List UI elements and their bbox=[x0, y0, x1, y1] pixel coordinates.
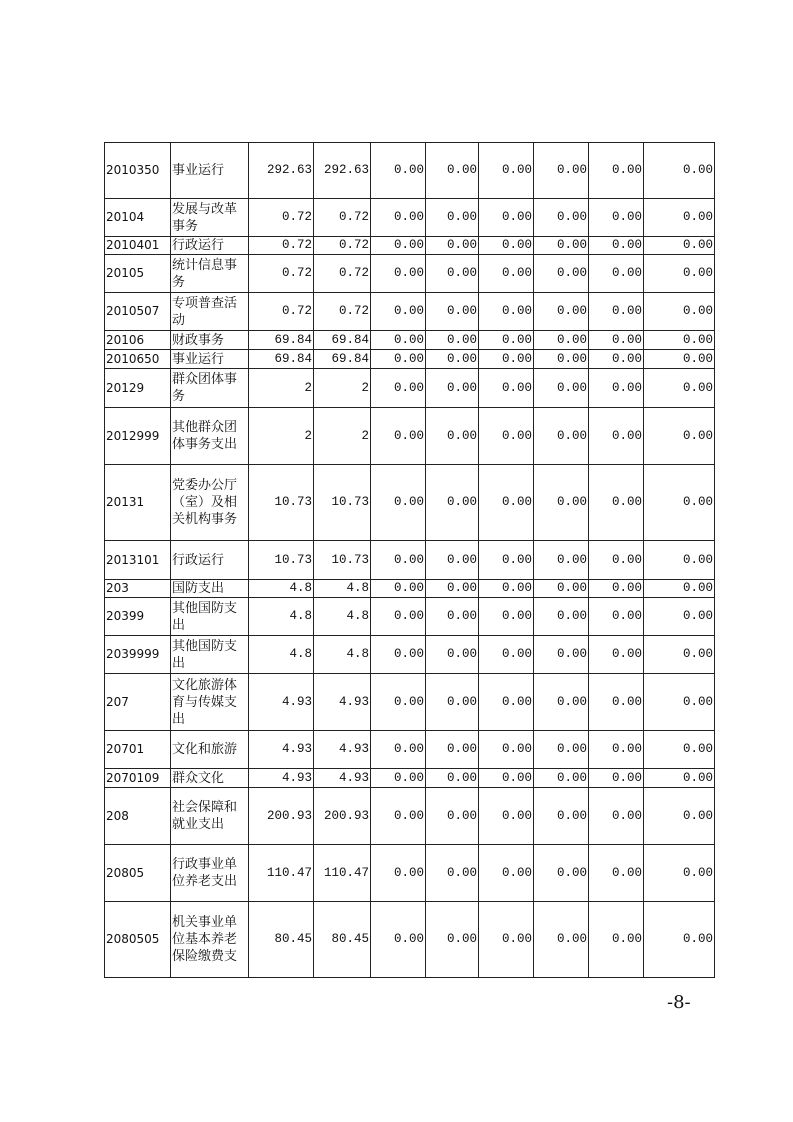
cell-c3: 0.00 bbox=[371, 369, 426, 408]
cell-c7: 0.00 bbox=[589, 237, 644, 255]
cell-basic: 10.73 bbox=[314, 541, 371, 580]
cell-total: 0.72 bbox=[249, 237, 314, 255]
table-row bbox=[105, 293, 715, 331]
cell-c7: 0.00 bbox=[589, 255, 644, 293]
cell-basic: 292.63 bbox=[314, 143, 371, 199]
table-row bbox=[105, 331, 715, 350]
cell-total: 0.72 bbox=[249, 199, 314, 237]
cell-c4: 0.00 bbox=[426, 541, 479, 580]
cell-basic: 69.84 bbox=[314, 350, 371, 369]
cell-code: 20129 bbox=[105, 369, 171, 408]
cell-name: 行政运行 bbox=[171, 541, 249, 580]
table-row bbox=[105, 350, 715, 369]
cell-total: 2 bbox=[249, 369, 314, 408]
cell-c4: 0.00 bbox=[426, 731, 479, 769]
cell-c8: 0.00 bbox=[644, 143, 715, 199]
cell-c5: 0.00 bbox=[479, 674, 534, 731]
cell-code: 2013101 bbox=[105, 541, 171, 580]
cell-basic: 4.8 bbox=[314, 636, 371, 674]
cell-c6: 0.00 bbox=[534, 408, 589, 465]
cell-c3: 0.00 bbox=[371, 845, 426, 902]
cell-c5: 0.00 bbox=[479, 143, 534, 199]
cell-code: 2010350 bbox=[105, 143, 171, 199]
table-row bbox=[105, 769, 715, 788]
cell-code: 203 bbox=[105, 580, 171, 598]
cell-c4: 0.00 bbox=[426, 237, 479, 255]
cell-c6: 0.00 bbox=[534, 674, 589, 731]
cell-c5: 0.00 bbox=[479, 465, 534, 541]
cell-c3: 0.00 bbox=[371, 465, 426, 541]
cell-c7: 0.00 bbox=[589, 788, 644, 845]
cell-name: 行政运行 bbox=[171, 237, 249, 255]
cell-c7: 0.00 bbox=[589, 293, 644, 331]
cell-name: 文化旅游体育与传媒支出 bbox=[171, 674, 249, 731]
cell-c5: 0.00 bbox=[479, 731, 534, 769]
cell-c6: 0.00 bbox=[534, 331, 589, 350]
cell-c8: 0.00 bbox=[644, 731, 715, 769]
table-row bbox=[105, 369, 715, 408]
table-row bbox=[105, 731, 715, 769]
cell-c3: 0.00 bbox=[371, 788, 426, 845]
cell-c3: 0.00 bbox=[371, 636, 426, 674]
cell-c6: 0.00 bbox=[534, 845, 589, 902]
cell-c7: 0.00 bbox=[589, 636, 644, 674]
cell-c4: 0.00 bbox=[426, 293, 479, 331]
cell-c7: 0.00 bbox=[589, 408, 644, 465]
cell-c8: 0.00 bbox=[644, 350, 715, 369]
cell-total: 4.8 bbox=[249, 580, 314, 598]
cell-c7: 0.00 bbox=[589, 674, 644, 731]
cell-c7: 0.00 bbox=[589, 369, 644, 408]
cell-c6: 0.00 bbox=[534, 143, 589, 199]
cell-c6: 0.00 bbox=[534, 199, 589, 237]
cell-code: 2070109 bbox=[105, 769, 171, 788]
table-row bbox=[105, 143, 715, 199]
cell-c4: 0.00 bbox=[426, 465, 479, 541]
cell-code: 2039999 bbox=[105, 636, 171, 674]
cell-code: 2010650 bbox=[105, 350, 171, 369]
cell-c3: 0.00 bbox=[371, 731, 426, 769]
cell-name: 社会保障和就业支出 bbox=[171, 788, 249, 845]
cell-c6: 0.00 bbox=[534, 580, 589, 598]
cell-c7: 0.00 bbox=[589, 199, 644, 237]
cell-total: 4.93 bbox=[249, 731, 314, 769]
cell-c7: 0.00 bbox=[589, 902, 644, 978]
cell-c4: 0.00 bbox=[426, 331, 479, 350]
cell-c5: 0.00 bbox=[479, 255, 534, 293]
cell-basic: 0.72 bbox=[314, 199, 371, 237]
page-number: -8- bbox=[667, 992, 691, 1013]
cell-c5: 0.00 bbox=[479, 199, 534, 237]
cell-c5: 0.00 bbox=[479, 598, 534, 636]
cell-basic: 4.93 bbox=[314, 731, 371, 769]
cell-c7: 0.00 bbox=[589, 143, 644, 199]
cell-name: 事业运行 bbox=[171, 143, 249, 199]
cell-name: 党委办公厅（室）及相关机构事务 bbox=[171, 465, 249, 541]
cell-c3: 0.00 bbox=[371, 580, 426, 598]
table-row bbox=[105, 598, 715, 636]
table-row bbox=[105, 237, 715, 255]
cell-name: 专项普查活动 bbox=[171, 293, 249, 331]
cell-total: 200.93 bbox=[249, 788, 314, 845]
table-row bbox=[105, 408, 715, 465]
cell-c8: 0.00 bbox=[644, 580, 715, 598]
cell-c8: 0.00 bbox=[644, 369, 715, 408]
cell-name: 发展与改革事务 bbox=[171, 199, 249, 237]
table-row bbox=[105, 255, 715, 293]
cell-name: 机关事业单位基本养老保险缴费支 bbox=[171, 902, 249, 978]
cell-name: 国防支出 bbox=[171, 580, 249, 598]
cell-c7: 0.00 bbox=[589, 465, 644, 541]
cell-c5: 0.00 bbox=[479, 769, 534, 788]
cell-total: 69.84 bbox=[249, 350, 314, 369]
cell-c5: 0.00 bbox=[479, 636, 534, 674]
cell-c7: 0.00 bbox=[589, 769, 644, 788]
cell-c8: 0.00 bbox=[644, 199, 715, 237]
cell-c8: 0.00 bbox=[644, 255, 715, 293]
cell-c6: 0.00 bbox=[534, 788, 589, 845]
cell-basic: 2 bbox=[314, 369, 371, 408]
cell-basic: 4.8 bbox=[314, 580, 371, 598]
cell-c7: 0.00 bbox=[589, 541, 644, 580]
cell-code: 208 bbox=[105, 788, 171, 845]
cell-basic: 0.72 bbox=[314, 255, 371, 293]
cell-c4: 0.00 bbox=[426, 769, 479, 788]
cell-c3: 0.00 bbox=[371, 199, 426, 237]
cell-total: 4.93 bbox=[249, 674, 314, 731]
cell-c4: 0.00 bbox=[426, 845, 479, 902]
cell-basic: 110.47 bbox=[314, 845, 371, 902]
cell-c3: 0.00 bbox=[371, 255, 426, 293]
cell-c5: 0.00 bbox=[479, 350, 534, 369]
cell-c4: 0.00 bbox=[426, 788, 479, 845]
table-row bbox=[105, 580, 715, 598]
cell-c6: 0.00 bbox=[534, 902, 589, 978]
cell-basic: 80.45 bbox=[314, 902, 371, 978]
cell-c5: 0.00 bbox=[479, 369, 534, 408]
cell-c5: 0.00 bbox=[479, 580, 534, 598]
cell-code: 2010507 bbox=[105, 293, 171, 331]
cell-c6: 0.00 bbox=[534, 255, 589, 293]
cell-c3: 0.00 bbox=[371, 541, 426, 580]
cell-total: 10.73 bbox=[249, 541, 314, 580]
cell-c5: 0.00 bbox=[479, 408, 534, 465]
cell-c3: 0.00 bbox=[371, 902, 426, 978]
cell-c8: 0.00 bbox=[644, 902, 715, 978]
cell-total: 0.72 bbox=[249, 293, 314, 331]
cell-c4: 0.00 bbox=[426, 350, 479, 369]
table-row bbox=[105, 199, 715, 237]
cell-c5: 0.00 bbox=[479, 237, 534, 255]
cell-c7: 0.00 bbox=[589, 598, 644, 636]
cell-c5: 0.00 bbox=[479, 788, 534, 845]
cell-name: 其他群众团体事务支出 bbox=[171, 408, 249, 465]
cell-c4: 0.00 bbox=[426, 369, 479, 408]
cell-name: 财政事务 bbox=[171, 331, 249, 350]
table-row bbox=[105, 541, 715, 580]
cell-total: 80.45 bbox=[249, 902, 314, 978]
cell-name: 事业运行 bbox=[171, 350, 249, 369]
cell-code: 20104 bbox=[105, 199, 171, 237]
cell-c6: 0.00 bbox=[534, 769, 589, 788]
cell-code: 20805 bbox=[105, 845, 171, 902]
cell-c8: 0.00 bbox=[644, 541, 715, 580]
cell-name: 其他国防支出 bbox=[171, 598, 249, 636]
cell-basic: 2 bbox=[314, 408, 371, 465]
cell-c8: 0.00 bbox=[644, 465, 715, 541]
cell-c3: 0.00 bbox=[371, 408, 426, 465]
cell-c6: 0.00 bbox=[534, 541, 589, 580]
table-row bbox=[105, 845, 715, 902]
cell-c5: 0.00 bbox=[479, 845, 534, 902]
cell-c6: 0.00 bbox=[534, 293, 589, 331]
cell-c6: 0.00 bbox=[534, 598, 589, 636]
cell-c7: 0.00 bbox=[589, 731, 644, 769]
cell-name: 其他国防支出 bbox=[171, 636, 249, 674]
cell-basic: 200.93 bbox=[314, 788, 371, 845]
cell-code: 20131 bbox=[105, 465, 171, 541]
cell-c5: 0.00 bbox=[479, 293, 534, 331]
cell-code: 20701 bbox=[105, 731, 171, 769]
cell-basic: 4.93 bbox=[314, 674, 371, 731]
cell-c7: 0.00 bbox=[589, 350, 644, 369]
cell-code: 20105 bbox=[105, 255, 171, 293]
cell-c3: 0.00 bbox=[371, 598, 426, 636]
cell-total: 4.8 bbox=[249, 636, 314, 674]
cell-c4: 0.00 bbox=[426, 143, 479, 199]
cell-c3: 0.00 bbox=[371, 769, 426, 788]
cell-total: 110.47 bbox=[249, 845, 314, 902]
budget-table bbox=[104, 142, 715, 978]
cell-c6: 0.00 bbox=[534, 369, 589, 408]
table-row bbox=[105, 674, 715, 731]
cell-total: 2 bbox=[249, 408, 314, 465]
cell-c3: 0.00 bbox=[371, 293, 426, 331]
cell-c4: 0.00 bbox=[426, 902, 479, 978]
cell-basic: 69.84 bbox=[314, 331, 371, 350]
cell-c4: 0.00 bbox=[426, 255, 479, 293]
cell-code: 20399 bbox=[105, 598, 171, 636]
cell-c3: 0.00 bbox=[371, 143, 426, 199]
cell-total: 292.63 bbox=[249, 143, 314, 199]
cell-name: 群众文化 bbox=[171, 769, 249, 788]
cell-c4: 0.00 bbox=[426, 580, 479, 598]
table-row bbox=[105, 788, 715, 845]
cell-c4: 0.00 bbox=[426, 199, 479, 237]
cell-code: 207 bbox=[105, 674, 171, 731]
cell-c7: 0.00 bbox=[589, 331, 644, 350]
cell-c3: 0.00 bbox=[371, 237, 426, 255]
cell-total: 4.93 bbox=[249, 769, 314, 788]
cell-total: 10.73 bbox=[249, 465, 314, 541]
cell-basic: 4.93 bbox=[314, 769, 371, 788]
table-row bbox=[105, 636, 715, 674]
cell-c3: 0.00 bbox=[371, 350, 426, 369]
cell-c6: 0.00 bbox=[534, 636, 589, 674]
cell-code: 2080505 bbox=[105, 902, 171, 978]
cell-basic: 4.8 bbox=[314, 598, 371, 636]
cell-c7: 0.00 bbox=[589, 580, 644, 598]
cell-c8: 0.00 bbox=[644, 788, 715, 845]
cell-c8: 0.00 bbox=[644, 331, 715, 350]
cell-code: 20106 bbox=[105, 331, 171, 350]
cell-total: 0.72 bbox=[249, 255, 314, 293]
cell-c4: 0.00 bbox=[426, 674, 479, 731]
cell-c8: 0.00 bbox=[644, 636, 715, 674]
cell-c4: 0.00 bbox=[426, 598, 479, 636]
cell-name: 行政事业单位养老支出 bbox=[171, 845, 249, 902]
cell-basic: 0.72 bbox=[314, 237, 371, 255]
cell-code: 2010401 bbox=[105, 237, 171, 255]
cell-total: 69.84 bbox=[249, 331, 314, 350]
cell-c6: 0.00 bbox=[534, 465, 589, 541]
cell-total: 4.8 bbox=[249, 598, 314, 636]
cell-basic: 10.73 bbox=[314, 465, 371, 541]
cell-c8: 0.00 bbox=[644, 237, 715, 255]
cell-c8: 0.00 bbox=[644, 845, 715, 902]
table-row bbox=[105, 465, 715, 541]
cell-c3: 0.00 bbox=[371, 331, 426, 350]
cell-basic: 0.72 bbox=[314, 293, 371, 331]
cell-c6: 0.00 bbox=[534, 731, 589, 769]
cell-name: 文化和旅游 bbox=[171, 731, 249, 769]
cell-name: 统计信息事务 bbox=[171, 255, 249, 293]
cell-c4: 0.00 bbox=[426, 408, 479, 465]
cell-c8: 0.00 bbox=[644, 769, 715, 788]
cell-c8: 0.00 bbox=[644, 408, 715, 465]
cell-c8: 0.00 bbox=[644, 598, 715, 636]
cell-c5: 0.00 bbox=[479, 902, 534, 978]
table-row bbox=[105, 902, 715, 978]
cell-code: 2012999 bbox=[105, 408, 171, 465]
cell-c6: 0.00 bbox=[534, 237, 589, 255]
cell-c7: 0.00 bbox=[589, 845, 644, 902]
cell-c6: 0.00 bbox=[534, 350, 589, 369]
cell-c4: 0.00 bbox=[426, 636, 479, 674]
cell-c5: 0.00 bbox=[479, 541, 534, 580]
cell-name: 群众团体事务 bbox=[171, 369, 249, 408]
cell-c8: 0.00 bbox=[644, 293, 715, 331]
cell-c3: 0.00 bbox=[371, 674, 426, 731]
cell-c5: 0.00 bbox=[479, 331, 534, 350]
cell-c8: 0.00 bbox=[644, 674, 715, 731]
